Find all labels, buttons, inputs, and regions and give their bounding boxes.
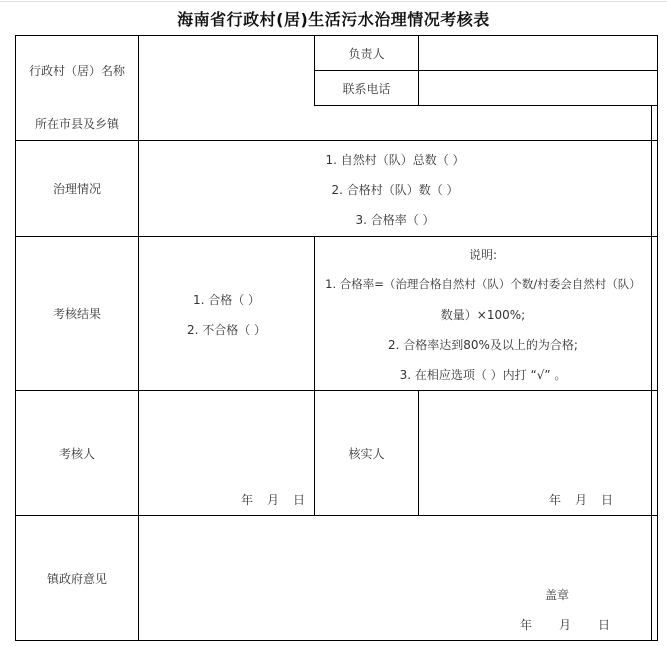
phone-label: 联系电话	[342, 81, 391, 96]
assessor-label: 考核人	[58, 446, 95, 461]
governance-label: 治理情况	[52, 182, 101, 196]
seal-label: 盖章	[545, 588, 570, 602]
assessor-date: 年 月 日	[241, 493, 307, 507]
verifier-date: 年 月 日	[549, 493, 615, 507]
governance-item-total: 1. 自然村（队）总数（ ）	[325, 153, 465, 167]
result-label: 考核结果	[52, 307, 101, 321]
governance-item-rate: 3. 合格率（ ）	[355, 213, 435, 227]
town-field[interactable]	[139, 106, 651, 140]
town-gov-date: 年 月 日	[520, 618, 612, 632]
town-gov-label: 镇政府意见	[46, 571, 107, 586]
verifier-label: 核实人	[348, 446, 385, 461]
phone-field[interactable]	[419, 71, 657, 105]
responsible-label: 负责人	[348, 46, 385, 61]
note-3: 3. 在相应选项（ ）内打 “√” 。	[399, 368, 567, 382]
town-label: 所在市县及乡镇	[34, 116, 119, 131]
result-option-fail[interactable]: 2. 不合格（ ）	[186, 323, 267, 337]
note-1-cont: 数量）×100%;	[440, 308, 526, 322]
form-title: 海南省行政村(居)生活污水治理情况考核表	[177, 10, 490, 29]
result-option-pass[interactable]: 1. 合格（ ）	[192, 293, 261, 307]
top-divider	[0, 1, 667, 2]
town-gov-opinion-field[interactable]	[139, 516, 651, 576]
inner-right-border	[651, 105, 652, 641]
assessor-signature-field[interactable]	[139, 391, 314, 486]
verifier-signature-field[interactable]	[419, 391, 651, 486]
table-border-right	[657, 35, 658, 641]
note-2: 2. 合格率达到80%及以上的为合格;	[388, 338, 578, 352]
table-border-bottom	[15, 640, 658, 641]
notes-title: 说明:	[468, 248, 498, 262]
village-name-label: 行政村（居）名称	[28, 63, 125, 78]
responsible-field[interactable]	[419, 36, 657, 70]
village-name-field[interactable]	[139, 36, 314, 105]
governance-item-qualified: 2. 合格村（队）数（ ）	[331, 183, 459, 197]
note-1: 1. 合格率=（治理合格自然村（队）个数/村委会自然村（队）	[325, 277, 641, 291]
